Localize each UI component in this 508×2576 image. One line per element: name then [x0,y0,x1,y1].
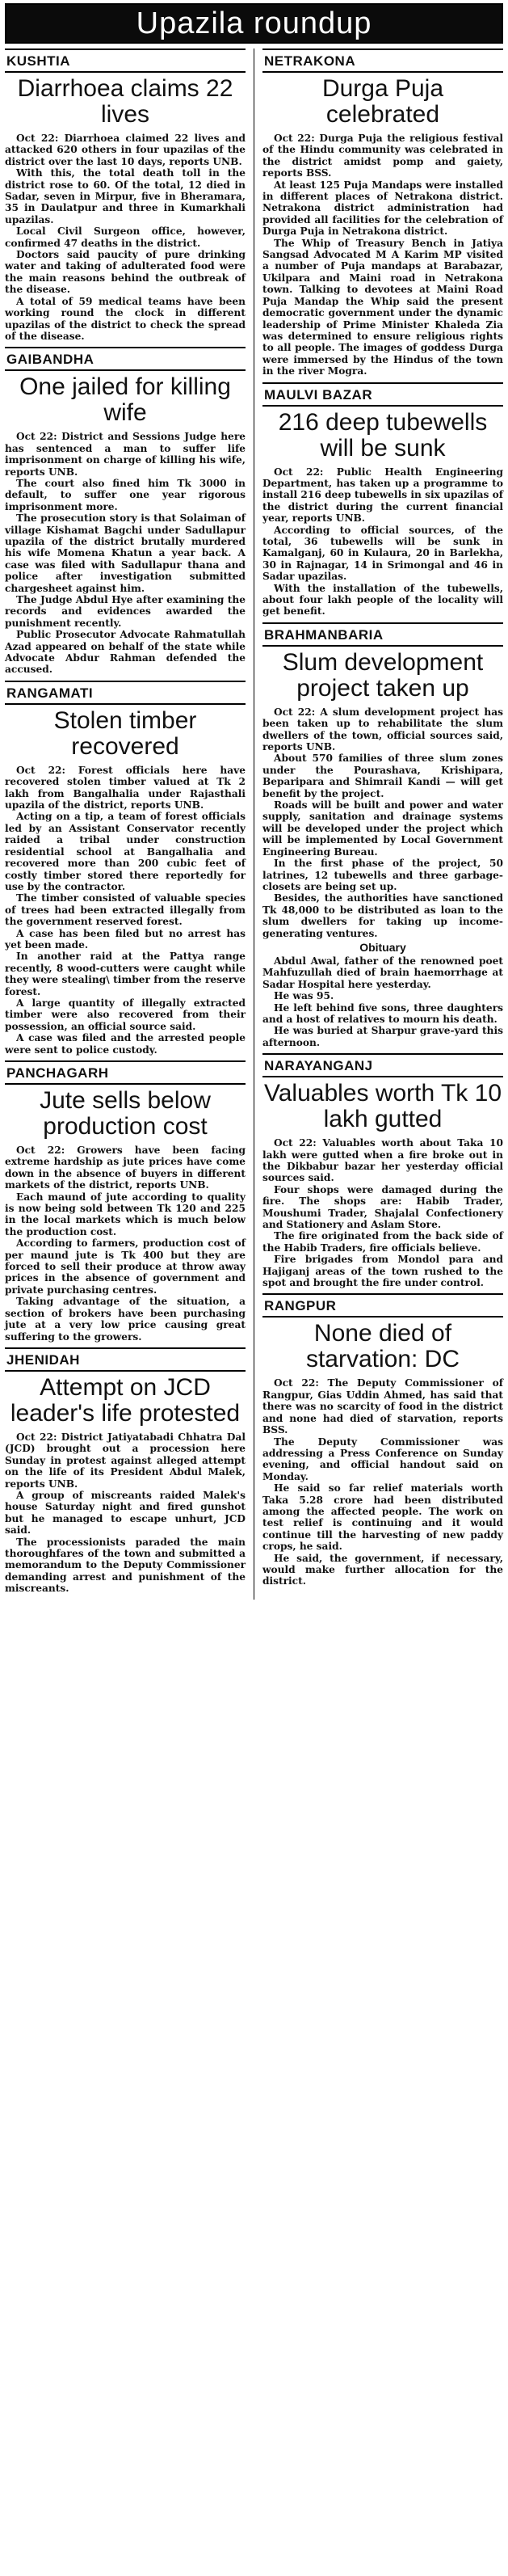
story-narayanganj [262,1053,503,1288]
story-body [262,706,503,939]
story-paragraph: In the first phase of the project, 50 latrines, 12 tubewells and three garbage-closets are being set up. [262,858,503,892]
story-headline: Jute sells below production cost [40,1087,211,1140]
story-paragraph: The prosecution story is that Solaiman of village Kishamat Bagchi under Sadullapur upazila of the district brutally murdered his wife Momena Khatun a year back. A case was filed with Sadullapur thana and police after investigation submitted chargesheet against him. [5,512,246,594]
story-paragraph: Roads will be built and power and water supply, sanitation and drainage systems will be developed under the project which will be implemented by Local Government Engineering Bureau. [262,799,503,858]
story-paragraph: The court also fined him Tk 3000 in default, to suffer one year rigorous imprisonment more. [5,477,246,512]
right-column [262,48,503,1600]
story-paragraph: A large quantity of illegally extracted timber were also recovered from their possession, an official source said. [5,997,246,1032]
story-headline: None died of starvation: DC [305,1320,460,1373]
story-body [262,1137,503,1288]
story-paragraph: Oct 22: Public Health Engineering Department, has taken up a programme to install 216 deep tubewells in six upazilas of the district during the current financial year, reports UNB. [262,466,503,525]
story-paragraph: About 570 families of three slum zones under the Pourashava, Krishipara, Beparipara and Shimrail Kandi — will get benefit by the project. [262,753,503,799]
story-kicker: KUSHTIA [5,53,246,73]
obituary-paragraph: He was buried at Sharpur grave-yard this afternoon. [262,1025,503,1048]
story-paragraph: The Judge Abdul Hye after examining the records and evidences awarded the punishment recently. [5,594,246,629]
story-paragraph: At least 125 Puja Mandaps were installed in different places of Netrakona district. Netrakona district administration had provided all facilities for the celebration of Durga Puja in Netrakona district. [262,179,503,238]
story-body [262,133,503,377]
story-kicker: BRAHMANBARIA [262,627,503,647]
obituary-paragraph: He left behind five sons, three daughters and a host of relatives to mourn his death. [262,1001,503,1025]
story-headline: Slum development project taken up [282,648,484,702]
story-brahmanbaria [262,622,503,1048]
story-body [5,1145,246,1343]
story-gaibandha [5,347,246,676]
story-paragraph: Taking advantage of the situation, a section of brokers have been purchasing jute at a very low price causing great suffering to the growers. [5,1296,246,1343]
story-headline: Stolen timber recovered [53,706,197,760]
story-headline: Valuables worth Tk 10 lakh gutted [263,1080,502,1133]
story-paragraph: The timber consisted of valuable species of trees had been extracted illegally from the government reserved forest. [5,892,246,928]
story-paragraph: A case was filed and the arrested people were sent to police custody. [5,1032,246,1056]
columns [5,48,503,1600]
story-panchagarh [5,1060,246,1343]
story-kicker: RANGPUR [262,1298,503,1318]
obituary-body [262,955,503,1048]
story-paragraph: Local Civil Surgeon office, however, confirmed 47 deaths in the district. [5,226,246,249]
story-kicker: PANCHAGARH [5,1065,246,1085]
story-paragraph: According to farmers, production cost of per maund jute is Tk 400 but they are forced to sell their produce at throw away prices in the absence of government and private purchasing centres. [5,1237,246,1296]
story-paragraph: Oct 22: District and Sessions Judge here has sentenced a man to suffer life imprisonment on charge of killing his wife, reports UNB. [5,431,246,478]
story-body [5,765,246,1056]
story-body [5,431,246,676]
story-body [5,133,246,342]
story-paragraph: With this, the total death toll in the district rose to 60. Of the total, 12 died in Sadar, seven in Mirpur, five in Bheramara, 35 in Daulatpur and three in Kumarkhali upazilas. [5,167,246,226]
story-kicker: MAULVI BAZAR [262,387,503,407]
story-paragraph: He said so far relief materials worth Taka 5.28 crore had been distributed among the affected people. The work on test relief is continuing and it would continue till the harvesting of new paddy crops, he said. [262,1482,503,1553]
story-kicker: RANGAMATI [5,685,246,705]
story-paragraph: Oct 22: District Jatiyatabadi Chhatra Dal (JCD) brought out a procession here Sunday in protest against alleged attempt on the life of its President Abdul Malek, reports UNB. [5,1431,246,1490]
story-paragraph: A case has been filed but no arrest has yet been made. [5,927,246,951]
story-paragraph: Oct 22: The Deputy Commissioner of Rangpur, Gias Uddin Ahmed, has said that there was no scarcity of food in the district and none had died of starvation, reports BSS. [262,1377,503,1436]
story-headline: Attempt on JCD leader's life protested [10,1373,241,1427]
story-kicker: NETRAKONA [262,53,503,73]
story-paragraph: The processionists paraded the main thoroughfares of the town and submitted a memorandum to the Deputy Commissioner demanding arrest and punishment of the miscreants. [5,1536,246,1595]
story-paragraph: A total of 59 medical teams have been working round the clock in different upazilas of the district to check the spread of the disease. [5,295,246,342]
story-paragraph: Oct 22: Forest officials here have recovered stolen timber valued at Tk 2 lakh from Bangalhalia under Rajasthali upazila of the district, reports UNB. [5,764,246,812]
story-headline: Durga Puja celebrated [321,75,444,128]
obituary-paragraph: Abdul Awal, father of the renowned poet Mahfuzullah died of brain haemorrhage at Sadar Hospital here yesterday. [262,955,503,990]
story-paragraph: The fire originated from the back side of the Habib Traders, fire officials believe. [262,1230,503,1254]
story-jhenidah [5,1347,246,1595]
story-headline: 216 deep tubewells will be sunk [278,408,488,462]
story-paragraph: Oct 22: A slum development project has been taken up to rehabilitate the slum dwellers of the town, official sources said, reports UNB. [262,706,503,753]
story-paragraph: Oct 22: Growers have been facing extreme hardship as jute prices have come down in the absence of buyers in different markets of the district, reports UNB. [5,1145,246,1191]
story-paragraph: In another raid at the Pattya range recently, 8 wood-cutters were caught while they were stealing\ timber from the reserve forest. [5,951,246,997]
story-paragraph: Each maund of jute according to quality is now being sold between Tk 120 and 225 in the local markets which is much below the production cost. [5,1191,246,1237]
story-paragraph: The Deputy Commissioner was addressing a Press Conference on Sunday evening, and official handout said on Monday. [262,1436,503,1482]
story-body [262,1377,503,1587]
story-netrakona [262,48,503,377]
story-paragraph: Besides, the authorities have sanctioned Tk 48,000 to be distributed as loan to the slum dwellers for taking up income-generating ventures. [262,892,503,939]
page-title: Upazila roundup [136,6,372,40]
story-kicker: NARAYANGANJ [262,1058,503,1077]
story-paragraph: A group of miscreants raided Malek's house Saturday night and fired gunshot but he managed to escape unhurt, JCD said. [5,1489,246,1537]
story-body [5,1431,246,1595]
story-paragraph: Doctors said paucity of pure drinking water and taking of adulterated food were the main reasons behind the outbreak of the disease. [5,249,246,296]
story-kicker: JHENIDAH [5,1352,246,1372]
story-paragraph: Public Prosecutor Advocate Rahmatullah Azad appeared on behalf of the state while Advocate Abdur Rahman defended the accused. [5,629,246,676]
obituary-heading: Obituary [359,940,406,954]
story-kicker: GAIBANDHA [5,352,246,371]
story-paragraph: Four shops were damaged during the fire. The shops are: Habib Trader, Moushumi Trader, Shajalal Confectionery and Stationery and Aslam Store. [262,1183,503,1231]
story-kushtia [5,48,246,342]
obituary-paragraph: He was 95. [273,990,334,1002]
story-paragraph: With the installation of the tubewells, about four lakh people of the locality will get benefit. [262,582,503,618]
story-headline: One jailed for killing wife [19,373,231,427]
story-paragraph: He said, the government, if necessary, would make further allocation for the district. [262,1552,503,1587]
story-rangpur [262,1293,503,1587]
story-paragraph: Fire brigades from Mondol para and Hajiganj areas of the town rushed to the spot and brought the fire under control. [262,1254,503,1289]
section-banner [5,3,503,44]
story-paragraph: Oct 22: Durga Puja the religious festival of the Hindu community was celebrated in the district amidst pomp and gaiety, reports BSS. [262,133,503,179]
story-paragraph: Acting on a tip, a team of forest officials led by an Assistant Conservator recently raided a tribal under construction residential school at Bangalhalia and recovered more than 200 cubic feet of costly timber stored there reportedly for use by the contractor. [5,811,246,892]
story-body [262,466,503,618]
story-maulvi-bazar [262,382,503,618]
story-headline: Diarrhoea claims 22 lives [17,75,233,128]
story-rangamati [5,681,246,1056]
story-paragraph: Oct 22: Diarrhoea claimed 22 lives and attacked 620 others in four upazilas of the district over the last 10 days, reports UNB. [5,133,246,167]
left-column [5,48,246,1600]
story-paragraph: The Whip of Treasury Bench in Jatiya Sangsad Advocated M A Karim MP visited a number of Puja mandaps at Barabazar, Ukilpara and Maini road in Netrakona town. Talking to devotees at Maini Road Puja Mandap the Whip said the present democratic government under the dynamic leadership of Prime Minister Khaleda Zia was determined to ensure religious rights to all people. The images of goddess Durga were immersed by the Hindus of the town in the river Mogra. [262,237,503,377]
story-paragraph: Oct 22: Valuables worth about Taka 10 lakh were gutted when a fire broke out in the Dikbabur bazar her yesterday official sources said. [262,1137,503,1184]
story-paragraph: According to official sources, of the total, 36 tubewells will be sunk in Kamalganj, 60 in Kulaura, 20 in Barlekha, 30 in Rajnagar, 14 in Srimongal and 46 in Sadar upazilas. [262,524,503,583]
